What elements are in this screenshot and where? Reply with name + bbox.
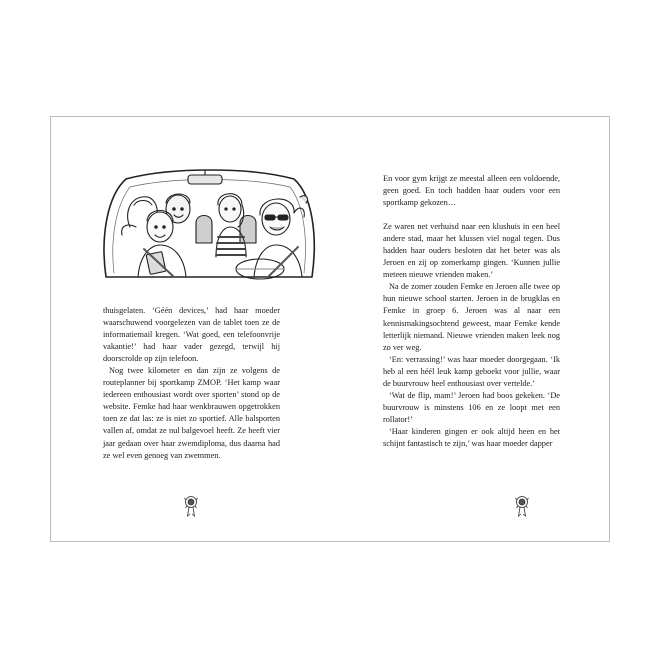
right-page-text — [383, 173, 560, 450]
right-page — [331, 117, 610, 541]
paragraph: thuisgelaten. ‘Géén devices,’ had haar moeder waarschuwend voorgelezen van de tablet toen ze de informatiemail kregen. ‘Wat goed, een telefoonvrije vakantie!’ had haar vader gezegd, terwijl hij doorscrolde op zijn telefoon. — [103, 306, 280, 364]
rosette-ornament-icon — [184, 494, 198, 518]
paragraph: ‘En: verrassing!’ was haar moeder doorgegaan. ‘Ik heb al een héél leuk kamp geboekt voor jullie, waar de buurvrouw heel enthousiast over vertelde.’ — [383, 354, 560, 388]
family-in-car-illustration — [100, 165, 318, 287]
paragraph: Na de zomer zouden Femke en Jeroen alle twee op hun nieuwe school starten. Jeroen in de brugklas en Femke in groep 6. Jeroen was al naar een kennismakingsochtend geweest, maar Femke kende letterlijk niemand. Nieuwe vrienden maken leek nog zo ver weg. — [383, 282, 560, 352]
left-page — [51, 117, 330, 541]
paragraph: Ze waren net verhuisd naar een klushuis in een heel andere stad, maar het klussen viel nogal tegen. Dus hadden haar ouders besloten dat het beter was als Jeroen en zij op zomerkamp gingen. ‘Kunnen jullie meteen nieuwe vrienden maken.’ — [383, 222, 560, 280]
rosette-ornament-icon — [515, 494, 529, 518]
left-page-text — [103, 305, 280, 462]
paragraph: En voor gym krijgt ze meestal alleen een voldoende, geen goed. En toch hadden haar ouders voor een sportkamp gekozen… — [383, 174, 560, 208]
paragraph: ‘Wat de flip, mam!’ Jeroen had boos gekeken. ‘De buurvrouw is minstens 106 en ze loopt met een rollator!’ — [383, 390, 560, 424]
book-spread — [50, 116, 610, 542]
paragraph: ‘Haar kinderen gingen er ook altijd heen en het schijnt fantastisch te zijn,’ was haar moeder dapper — [383, 426, 560, 448]
paragraph: Nog twee kilometer en dan zijn ze volgens de routeplanner bij sportkamp ZMOP. ‘Het kamp waar iedereen enthousiast wordt over sporten’ stond op de website. Femke had haar wenkbrauwen opgetrokken toen ze dat las: ze is niet zo sportief. Alle balsporten vallen af, omdat ze nul balgevoel heeft. Ze heeft vier jaar gedaan over haar zwemdiploma, dus daarna had ze wel even genoeg van zwemmen. — [103, 366, 280, 460]
